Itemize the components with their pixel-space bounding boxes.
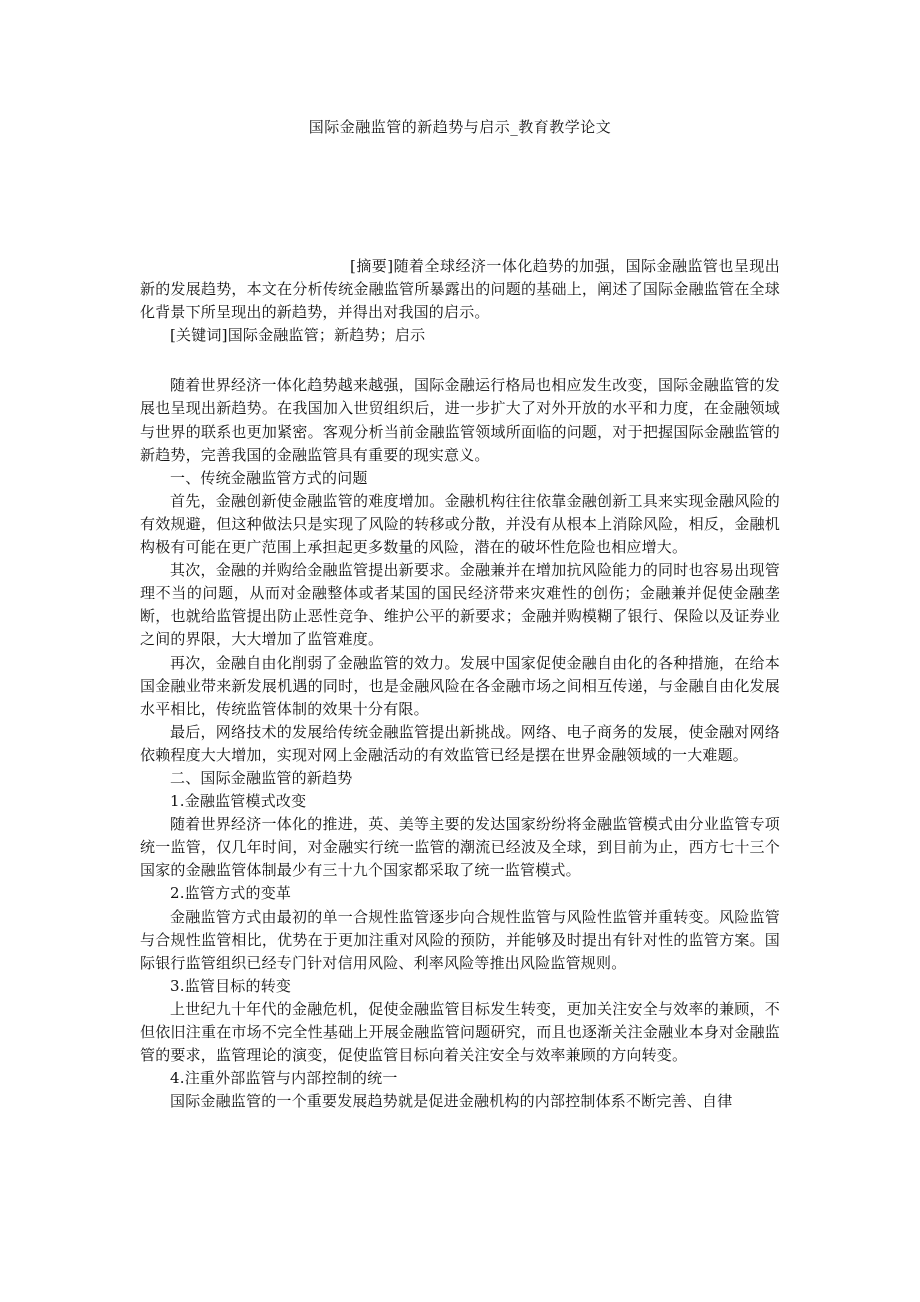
section-heading-2: 二、国际金融监管的新趋势 [170, 768, 353, 787]
keywords-paragraph: [关键词]国际金融监管；新趋势；启示 [170, 326, 426, 345]
section1-paragraph-2: 其次，金融的并购给金融监管提出新要求。金融兼并在增加抗风险能力的同时也容易出现管理不当的问题，从而对金融整体或者某国的国民经济带来灾难性的创伤；金融兼并促使金融垄断，也就给监管提出防止恶性竞争、维护公平的新要求；金融并购模糊了银行、保险以及证券业之间的界限，大大增加了监管难度。 [140, 561, 780, 649]
subsection-heading-4: 4.注重外部监管与内部控制的统一 [170, 1069, 398, 1088]
subsection-paragraph-1: 随着世界经济一体化的推进，英、美等主要的发达国家纷纷将金融监管模式由分业监管专项统一监管，仅几年时间，对金融实行统一监管的潮流已经波及全球，到目前为止，西方七十三个国家的金融监管体制最少有三十九个国家都采取了统一监管模式。 [140, 815, 780, 880]
section-heading-1: 一、传统金融监管方式的问题 [170, 468, 368, 487]
abstract-paragraph: [摘要]随着全球经济一体化趋势的加强，国际金融监管也呈现出新的发展趋势，本文在分析传统金融监管所暴露出的问题的基础上，阐述了国际金融监管在全球化背景下所呈现出的新趋势，并得出对我国的启示。 [140, 257, 780, 322]
subsection-paragraph-3: 上世纪九十年代的金融危机，促使金融监管目标发生转变，更加关注安全与效率的兼顾，不但依旧注重在市场不完全性基础上开展金融监管问题研究，而且也逐渐关注金融业本身对金融监管的要求，监管理论的演变，促使监管目标向着关注安全与效率兼顾的方向转变。 [140, 999, 780, 1065]
section1-paragraph-4: 最后，网络技术的发展给传统金融监管提出新挑战。网络、电子商务的发展，使金融对网络依赖程度大大增加，实现对网上金融活动的有效监管已经是摆在世界金融领域的一大难题。 [140, 722, 780, 764]
subsection-heading-1: 1.金融监管模式改变 [170, 792, 307, 811]
document-title: 国际金融监管的新趋势与启示_教育教学论文 [308, 118, 612, 136]
section1-paragraph-3: 再次，金融自由化削弱了金融监管的效力。发展中国家促使金融自由化的各种措施，在给本国金融业带来新发展机遇的同时，也是金融风险在各金融市场之间相互传递，与金融自由化发展水平相比，传统监管体制的效果十分有限。 [140, 653, 780, 718]
subsection-paragraph-2: 金融监管方式由最初的单一合规性监管逐步向合规性监管与风险性监管并重转变。风险监管与合规性监管相比，优势在于更加注重对风险的预防，并能够及时提出有针对性的监管方案。国际银行监管组织已经专门针对信用风险、利率风险等推出风险监管规则。 [140, 907, 780, 972]
subsection-heading-2: 2.监管方式的变革 [170, 884, 292, 903]
spacer [140, 347, 780, 374]
document-body [140, 255, 780, 1113]
section1-paragraph-1: 首先，金融创新使金融监管的难度增加。金融机构往往依靠金融创新工具来实现金融风险的有效规避，但这种做法只是实现了风险的转移或分散，并没有从根本上消除风险，相反，金融机构极有可能在更广范围上承担起更多数量的风险，潜在的破坏性危险也相应增大。 [140, 491, 780, 557]
subsection-heading-3: 3.监管目标的转变 [170, 976, 292, 995]
subsection-paragraph-4: 国际金融监管的一个重要发展趋势就是促进金融机构的内部控制体系不断完善、自律 [170, 1092, 733, 1111]
intro-paragraph: 随着世界经济一体化趋势越来越强，国际金融运行格局也相应发生改变，国际金融监管的发展也呈现出新趋势。在我国加入世贸组织后，进一步扩大了对外开放的水平和力度，在金融领域与世界的联系也更加紧密。客观分析当前金融监管领域所面临的问题，对于把握国际金融监管的新趋势，完善我国的金融监管具有重要的现实意义。 [140, 376, 780, 464]
